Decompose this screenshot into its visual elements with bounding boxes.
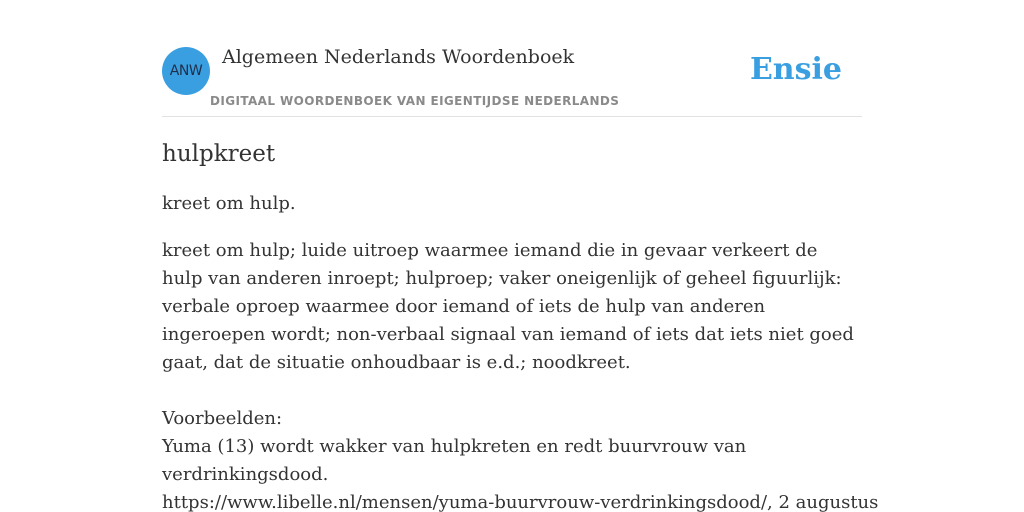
entry-content: [162, 138, 879, 512]
site-subtitle: DIGITAAL WOORDENBOEK VAN EIGENTIJDSE NEDERLANDS: [210, 94, 620, 108]
long-definition: kreet om hulp; luide uitroep waarmee iemand die in gevaar verkeert de hulp van anderen inroept; hulproep; vaker oneigenlijk of geheel figuurlijk: verbale oproep waarmee door iemand of iets de hulp van anderen ingeroepen wordt; non-verbaal signaal van iemand of iets dat iets niet goed gaat, dat de situatie onhoudbaar is e.d.; noodkreet.: [162, 240, 854, 373]
example-text: Yuma (13) wordt wakker van hulpkreten en redt buurvrouw van verdrinkingsdood.: [162, 436, 747, 485]
site-title[interactable]: Algemeen Nederlands Woordenboek: [222, 46, 575, 68]
examples-heading: Voorbeelden:: [162, 408, 283, 429]
example-source-link[interactable]: https://www.libelle.nl/mensen/yuma-buurvrouw-verdrinkingsdood/, 2 augustus: [162, 492, 879, 512]
anw-logo[interactable]: ANW: [162, 47, 210, 95]
short-definition: kreet om hulp.: [162, 193, 296, 214]
ensie-logo[interactable]: Ensie: [749, 52, 842, 87]
site-header: [162, 46, 862, 117]
entry-headword: hulpkreet: [162, 141, 276, 167]
